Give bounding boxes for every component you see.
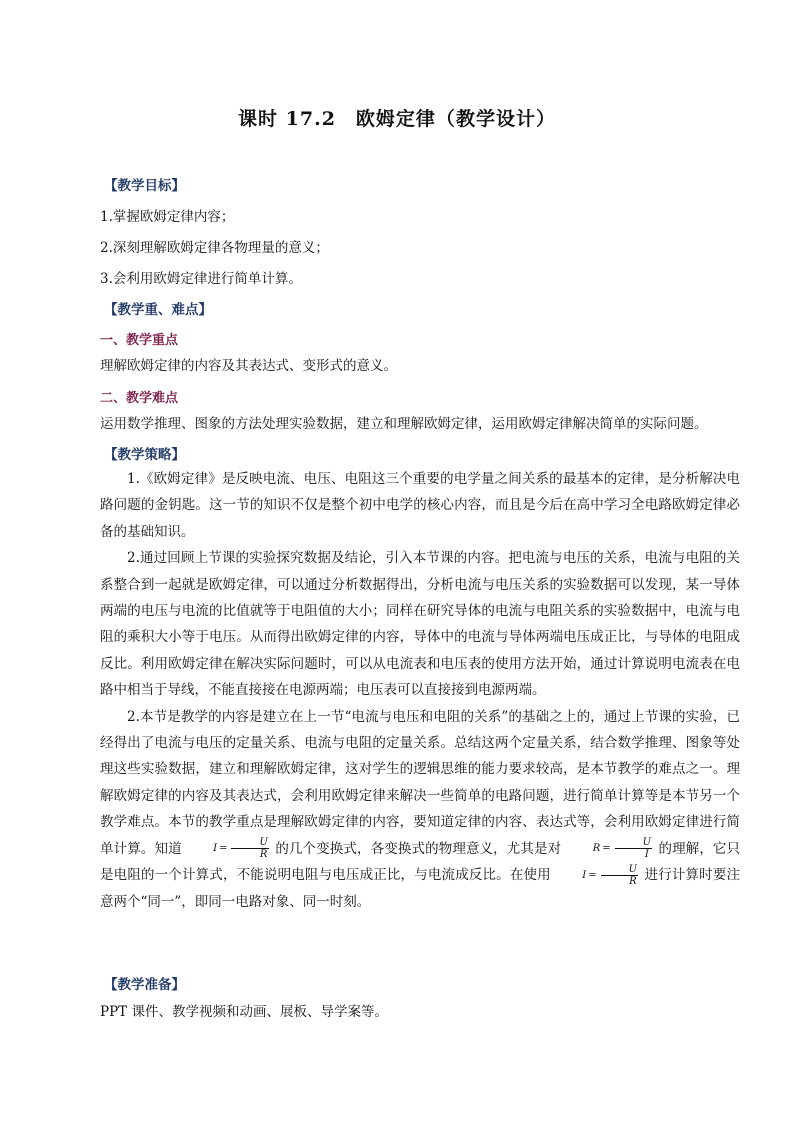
strategy-paragraph-3-part-d: 进行计算时要注意两个“同一”，即同一电路对象、同一时刻。	[100, 867, 741, 911]
formula-numerator: U	[615, 837, 652, 849]
important-text: 理解欧姆定律的内容及其表达式、变形式的意义。	[100, 358, 397, 374]
formula-equals: =	[602, 842, 611, 854]
formula-equals: =	[219, 842, 228, 854]
formula-ohm-current-2	[555, 863, 640, 889]
strategy-heading: 【教学策略】	[104, 447, 185, 463]
formula-fraction	[615, 837, 652, 860]
formula-fraction	[231, 837, 268, 860]
formula-lhs: I	[213, 842, 218, 854]
strategy-paragraph-3-part-a: 2.本节是教学的内容是建立在上一节“电流与电压和电阻的关系”的基础之上的，通过上节课的实验，已经得出了电流与电压的定量关系、电流与电阻的定量关系。总结这两个定量关系，结合数学推理、图象等处理这些实验数据，建立和理解欧姆定律，这对学生的逻辑思维的能力要求较高，是本节教学的难点之一。理解欧姆定律的内容及其表达式，会利用欧姆定律来解决一些简单的电路问题，进行简单计算等是本节另一个教学难点。本节的教学重点是理解欧姆定律的内容，要知道定律的内容、表达式等，会利用欧姆定律进行简单计算。知道	[100, 708, 740, 857]
formula-numerator: U	[231, 837, 268, 849]
strategy-paragraph-3-part-b: 的几个变换式，各变换式的物理意义，尤其是对	[275, 840, 562, 857]
key-points-heading: 【教学重、难点】	[104, 302, 212, 318]
formula-denominator: R	[629, 875, 637, 887]
difficult-label: 二、教学难点	[100, 391, 179, 406]
difficult-text: 运用数学推理、图象的方法处理实验数据，建立和理解欧姆定律，运用欧姆定律解决简单的实际问题。	[100, 416, 708, 432]
preparation-heading: 【教学准备】	[104, 977, 185, 993]
formula-fraction	[601, 864, 638, 887]
formula-ohm-current	[186, 836, 271, 862]
formula-equals: =	[588, 869, 597, 881]
objective-item: 3.会利用欧姆定律进行简单计算。	[100, 271, 302, 287]
strategy-body	[100, 466, 740, 916]
formula-denominator: I	[644, 848, 649, 860]
strategy-paragraph-1: 1.《欧姆定律》是反映电流、电压、电阻这三个重要的电学量之间关系的最基本的定律，是分析解决电路问题的金钥匙。这一节的知识不仅是整个初中电学的核心内容，而且是今后在高中学习全电路欧姆定律必备的基础知识。	[100, 471, 740, 540]
formula-denominator: R	[259, 848, 268, 860]
objective-item: 1.掌握欧姆定律内容；	[100, 209, 235, 225]
strategy-paragraph-3	[100, 704, 740, 916]
objectives-heading: 【教学目标】	[104, 178, 185, 194]
strategy-paragraph-3-part-c: 的理解，它只是电阻的一个计算式，不能说明电阻与电压成正比，与电流成反比。在使用	[100, 840, 741, 884]
formula-numerator: U	[601, 864, 638, 876]
preparation-text: PPT 课件、教学视频和动画、展板、导学案等。	[100, 1004, 388, 1020]
document-title: 课时 17.2 欧姆定律（教学设计）	[238, 108, 556, 130]
objective-item: 2.深刻理解欧姆定律各物理量的意义；	[100, 240, 329, 256]
formula-lhs: R	[592, 842, 601, 854]
strategy-paragraph-2: 2.通过回顾上节课的实验探究数据及结论，引入本节课的内容。把电流与电压的关系，电流与电阻的关系整合到一起就是欧姆定律，可以通过分析数据得出，分析电流与电压关系的实验数据可以发现，某一导体两端的电压与电流的比值就等于电阻值的大小；同样在研究导体的电流与电阻关系的实验数据中，电流与电阻的乘积大小等于电压。从而得出欧姆定律的内容，导体中的电流与导体两端电压成正比，与导体的电阻成反比。利用欧姆定律在解决实际问题时，可以从电流表和电压表的使用方法开始，通过计算说明电流表在电路中相当于导线，不能直接接在电源两端；电压表可以直接接到电源两端。	[100, 550, 740, 699]
important-label: 一、教学重点	[100, 333, 179, 348]
formula-ohm-resistance	[566, 836, 654, 862]
formula-lhs: I	[582, 869, 587, 881]
